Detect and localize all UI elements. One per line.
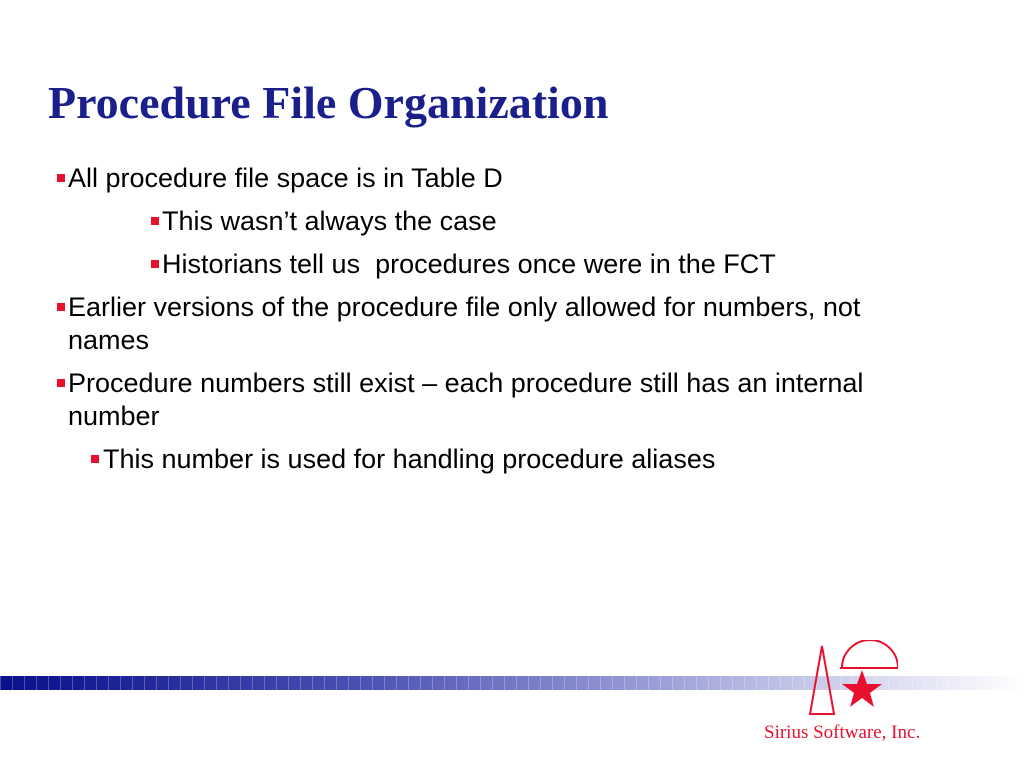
bullet-item <box>0 248 982 281</box>
bullet-square-icon <box>91 455 99 463</box>
bullet-item <box>0 205 982 238</box>
bullet-square-icon <box>151 260 159 268</box>
bullet-item <box>0 162 948 195</box>
bullet-text: Procedure numbers still exist – each procedure still has an internal number <box>68 368 864 431</box>
bullet-text: This wasn’t always the case <box>162 206 497 236</box>
bullet-item <box>0 367 948 433</box>
bullet-item <box>0 443 943 476</box>
bullet-item <box>0 291 948 357</box>
sirius-logo-icon <box>808 640 898 720</box>
bullet-square-icon <box>57 303 65 311</box>
bullet-text: This number is used for handling procedure aliases <box>103 444 716 474</box>
bullet-text: All procedure file space is in Table D <box>68 163 503 193</box>
bullet-square-icon <box>57 379 65 387</box>
bullet-square-icon <box>151 217 159 225</box>
bullet-list <box>0 162 1024 486</box>
company-name: Sirius Software, Inc. <box>764 722 921 743</box>
bullet-text: Earlier versions of the procedure file only allowed for numbers, not names <box>68 292 861 355</box>
slide-title: Procedure File Organization <box>48 77 609 128</box>
bullet-square-icon <box>57 174 65 182</box>
bullet-text: Historians tell us procedures once were in the FCT <box>162 249 776 279</box>
